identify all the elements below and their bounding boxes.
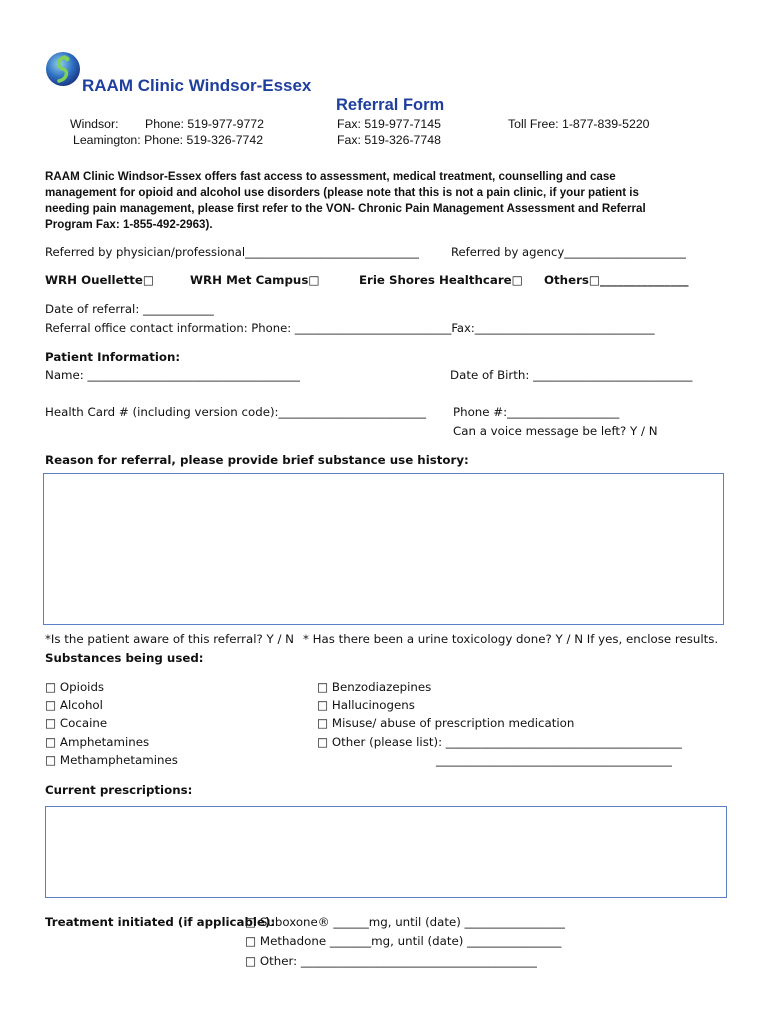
patient-aware-question[interactable]: *Is the patient aware of this referral? Y / N — [45, 632, 294, 646]
treatment-other-field[interactable]: □ Other: ________________________________________ — [245, 954, 537, 968]
treatment-methadone-field[interactable]: □ Methadone _______mg, until (date) ________________ — [245, 934, 562, 948]
option-others[interactable]: Others□_______________ — [544, 273, 689, 287]
patient-name-field[interactable]: Name: ____________________________________ — [45, 368, 300, 382]
substance-other-line-2[interactable]: ________________________________________ — [436, 753, 672, 767]
substance-amphetamines[interactable]: □ Amphetamines — [45, 735, 150, 749]
clinic-logo — [45, 51, 81, 87]
prescriptions-heading: Current prescriptions: — [45, 783, 193, 797]
windsor-phone: Phone: 519-977-9772 — [145, 117, 264, 131]
date-of-birth-field[interactable]: Date of Birth: ___________________________ — [450, 368, 693, 382]
substance-cocaine[interactable]: □ Cocaine — [45, 716, 108, 730]
prescriptions-textbox[interactable] — [45, 806, 727, 898]
substance-other-field[interactable]: □ Other (please list): ________________________________________ — [317, 735, 682, 749]
intro-line-3: needing pain management, please first refer to the VON- Chronic Pain Management Assessment and Referral — [45, 202, 646, 215]
treatment-label: Treatment initiated (if applicable): — [45, 915, 276, 929]
intro-line-1: RAAM Clinic Windsor-Essex offers fast access to assessment, medical treatment, counselling and case — [45, 170, 616, 183]
referral-contact-field[interactable]: Referral office contact information: Phone: ___________________________Fax:_______________________________ — [45, 321, 655, 335]
windsor-label: Windsor: — [70, 117, 119, 131]
option-erie-shores[interactable]: Erie Shores Healthcare□ — [359, 273, 523, 287]
urine-toxicology-question[interactable]: * Has there been a urine toxicology done? Y / N If yes, enclose results. — [303, 632, 719, 646]
patient-info-heading: Patient Information: — [45, 350, 181, 364]
voice-message-question[interactable]: Can a voice message be left? Y / N — [453, 424, 658, 438]
reason-heading: Reason for referral, please provide brief substance use history: — [45, 453, 469, 467]
treatment-suboxone-field[interactable]: □ Suboxone® ______mg, until (date) _________________ — [245, 915, 565, 929]
substance-opioids[interactable]: □ Opioids — [45, 680, 105, 694]
substance-hallucinogens[interactable]: □ Hallucinogens — [317, 698, 415, 712]
patient-phone-field[interactable]: Phone #:___________________ — [453, 405, 620, 419]
intro-line-2: management for opioid and alcohol use disorders (please note that this is not a pain clinic, if your patient is — [45, 186, 639, 199]
form-title: Referral Form — [336, 96, 445, 114]
substance-alcohol[interactable]: □ Alcohol — [45, 698, 103, 712]
intro-line-4: Program Fax: 1-855-492-2963). — [45, 218, 213, 231]
toll-free: Toll Free: 1-877-839-5220 — [508, 117, 650, 131]
referred-by-physician-field[interactable]: Referred by physician/professional______________________________ — [45, 245, 419, 259]
health-card-field[interactable]: Health Card # (including version code):_________________________ — [45, 405, 426, 419]
date-of-referral-field[interactable]: Date of referral: ____________ — [45, 302, 214, 316]
substance-benzodiazepines[interactable]: □ Benzodiazepines — [317, 680, 432, 694]
leamington-fax: Fax: 519-326-7748 — [337, 133, 441, 147]
windsor-fax: Fax: 519-977-7145 — [337, 117, 441, 131]
substance-methamphetamines[interactable]: □ Methamphetamines — [45, 753, 178, 767]
reason-textbox[interactable] — [43, 473, 724, 625]
substances-heading: Substances being used: — [45, 651, 204, 665]
clinic-name: RAAM Clinic Windsor-Essex — [82, 76, 312, 95]
leamington-phone: Leamington: Phone: 519-326-7742 — [73, 133, 264, 147]
option-wrh-met-campus[interactable]: WRH Met Campus□ — [190, 273, 320, 287]
substance-prescription-misuse[interactable]: □ Misuse/ abuse of prescription medication — [317, 716, 575, 730]
option-wrh-ouellette[interactable]: WRH Ouellette□ — [45, 273, 155, 287]
referred-by-agency-field[interactable]: Referred by agency_____________________ — [451, 245, 686, 259]
